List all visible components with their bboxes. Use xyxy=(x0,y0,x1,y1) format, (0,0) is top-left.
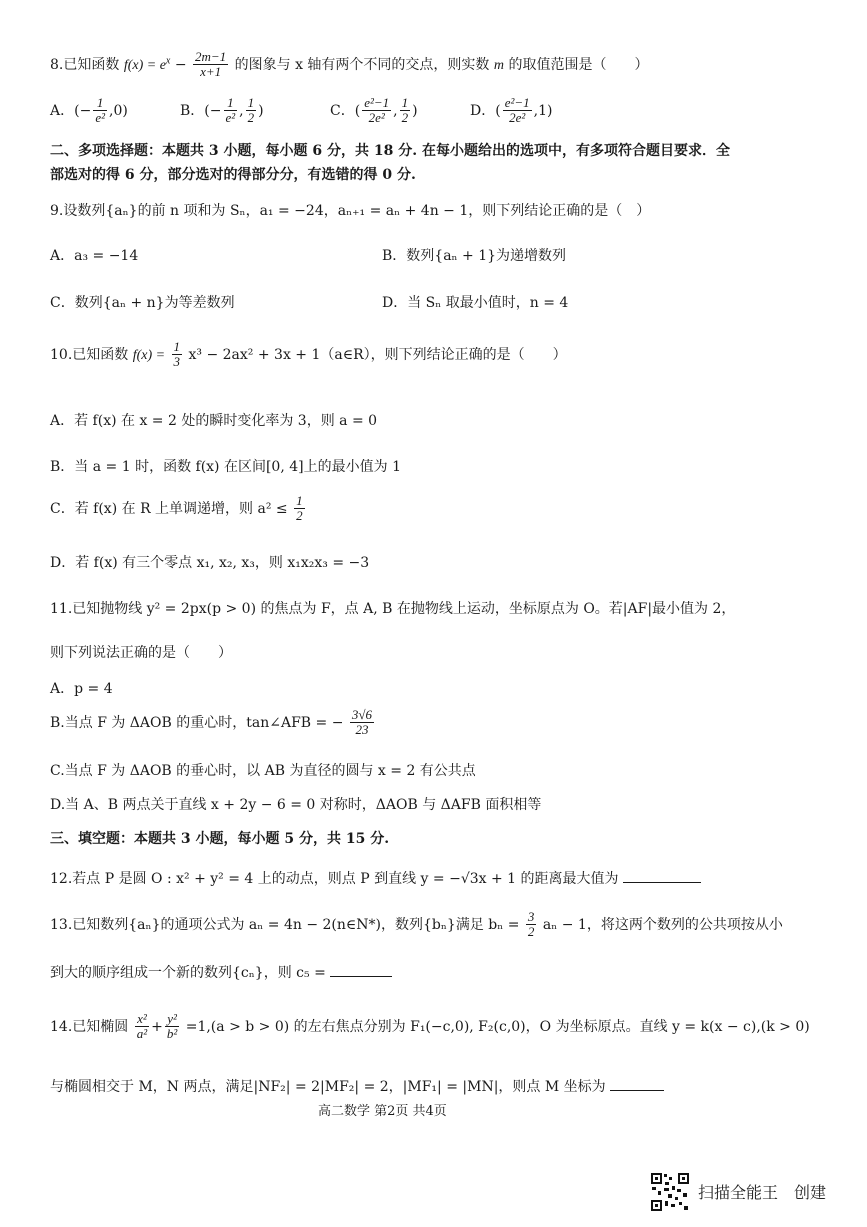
q8-var-m: m xyxy=(493,57,504,73)
q11-opt-b-pre: B.当点 F 为 ΔAOB 的重心时，tan∠AFB = − xyxy=(50,714,344,731)
q8-opt-c-num2: 1 xyxy=(401,95,409,110)
q8-opt-b-num2: 1 xyxy=(247,95,255,110)
q8-opt-c-post: ) xyxy=(412,102,418,119)
q8-opt-c-frac2 xyxy=(400,96,411,126)
q14-f2-num: y² xyxy=(165,1012,179,1027)
q9-option-c[interactable]: C．数列{aₙ + n}为等差数列 xyxy=(50,295,235,311)
section2-line2: 部选对的得 6 分，部分选对的得部分分，有选错的得 0 分. xyxy=(50,167,416,183)
q9-option-b[interactable]: B．数列{aₙ + 1}为递增数列 xyxy=(382,248,567,264)
section2-line1: 二、多项选择题：本题共 3 小题，每小题 6 分，共 18 分. 在每小题给出的选项中，有多项符合题目要求．全 xyxy=(50,143,730,159)
q10-opt-c-frac xyxy=(294,494,305,524)
q10-func-post: x³ − 2ax² + 3x + 1（a∈R），则下列结论正确的是（ ） xyxy=(188,346,567,363)
q8-frac-num: 2m−1 xyxy=(195,49,227,64)
q14-f1-num: x² xyxy=(135,1012,149,1027)
q8-opt-c-pre: ( xyxy=(354,102,361,119)
q8-frac-den: x+1 xyxy=(200,64,222,80)
q14-f1-den: a² xyxy=(136,1026,148,1042)
q13-stem-post: aₙ − 1，将这两个数列的公共项按从小 xyxy=(542,916,783,933)
q13-line2 xyxy=(50,962,392,982)
q8-opt-d-frac xyxy=(503,96,532,126)
q11-option-d[interactable]: D.当 A、B 两点关于直线 x + 2y − 6 = 0 对称时，ΔAOB 与 ΔAFB 面积相等 xyxy=(50,797,542,813)
q8-option-a[interactable] xyxy=(50,96,128,126)
q8-option-d[interactable] xyxy=(470,96,552,126)
q10-fraction xyxy=(172,340,183,370)
q8-opt-b-frac1 xyxy=(224,96,238,126)
q10-frac-num: 1 xyxy=(173,339,181,354)
q10-option-d[interactable]: D．若 f(x) 有三个零点 x₁, x₂, x₃，则 x₁x₂x₃ = −3 xyxy=(50,555,370,571)
q12-answer-blank[interactable] xyxy=(623,868,701,883)
q11-stem-1: 11.已知抛物线 y² = 2px(p > 0) 的焦点为 F，点 A, B 在抛物线上运动，坐标原点为 O。若|AF|最小值为 2， xyxy=(50,601,736,617)
q8-option-b[interactable] xyxy=(180,96,264,126)
q9-option-d[interactable]: D．当 Sₙ 取最小值时，n = 4 xyxy=(382,295,569,311)
q14-stem xyxy=(50,1012,810,1042)
q12-stem-text: 12.若点 P 是圆 O : x² + y² = 4 上的动点，则点 P 到直线 y = −√3x + 1 的距离最大值为 xyxy=(50,871,619,887)
q8-func-text: f(x) = e xyxy=(123,57,166,73)
q10-opt-c-pre: C．若 f(x) 在 R 上单调递增，则 a² ≤ xyxy=(50,500,288,517)
q10-frac-den: 3 xyxy=(173,354,181,370)
q8-opt-b-label: B． xyxy=(180,102,205,119)
q14-plus: + xyxy=(151,1018,163,1035)
q10-opt-c-den: 2 xyxy=(296,508,303,524)
q13-stem-pre: 13.已知数列{aₙ}的通项公式为 aₙ = 4n − 2(n∈N*)，数列{bₙ}满足 bₙ = xyxy=(50,916,520,933)
q13-frac-den: 2 xyxy=(527,924,535,940)
q8-opt-b-mid: , xyxy=(239,102,244,119)
q8-opt-a-num: 1 xyxy=(93,96,107,111)
q8-opt-a-pre: (− xyxy=(74,102,92,119)
q11-opt-b-den: 23 xyxy=(355,722,369,738)
q8-opt-c-num: e²−1 xyxy=(364,95,390,110)
q13-frac-num: 3 xyxy=(527,909,535,924)
section3-header: 三、填空题：本题共 3 小题，每小题 5 分，共 15 分. xyxy=(50,831,390,847)
q9-option-a[interactable]: A．a₃ = −14 xyxy=(50,248,139,264)
q14-line2-text: 与椭圆相交于 M，N 两点，满足|NF₂| = 2|MF₂| = 2，|MF₁| = |MN|，则点 M 坐标为 xyxy=(50,1079,606,1095)
q10-option-c[interactable] xyxy=(50,494,307,524)
q11-option-c[interactable]: C.当点 F 为 ΔAOB 的垂心时，以 AB 为直径的圆与 x = 2 有公共点 xyxy=(50,763,476,779)
q14-stem-post: =1,(a > b > 0) 的左右焦点分别为 F₁(−c,0), F₂(c,0)，O 为坐标原点。直线 y = k(x − c),(k > 0) xyxy=(185,1018,810,1035)
q8-opt-d-pre: ( xyxy=(495,102,501,119)
q8-opt-a-frac xyxy=(93,96,107,126)
q11-option-b[interactable] xyxy=(50,708,376,738)
q11-opt-b-num: 3√6 xyxy=(351,707,373,722)
q8-opt-d-den: 2e² xyxy=(509,110,526,126)
q8-opt-d-label: D． xyxy=(470,102,496,119)
q14-f2-den: b² xyxy=(166,1026,178,1042)
q8-func xyxy=(123,55,171,73)
q10-stem-a: 10.已知函数 xyxy=(50,346,129,363)
q8-opt-c-mid: , xyxy=(393,102,398,119)
qr-code-icon xyxy=(650,1172,690,1212)
q8-opt-a-den: e² xyxy=(95,110,105,126)
q8-opt-b-den: e² xyxy=(225,110,236,126)
q14-line2 xyxy=(50,1076,664,1096)
q8-opt-c-frac1 xyxy=(362,96,391,126)
q8-opt-c-den2: 2 xyxy=(401,110,409,126)
q11-option-a[interactable]: A．p = 4 xyxy=(50,681,113,697)
q8-opt-b-pre: (− xyxy=(204,102,222,119)
q8-opt-d-post: ,1) xyxy=(533,102,553,119)
q8-opt-c-label: C． xyxy=(330,102,355,119)
q8-opt-c-den: 2e² xyxy=(368,110,385,126)
q10-opt-c-num: 1 xyxy=(296,493,303,508)
q14-frac-y xyxy=(165,1012,179,1042)
q8-opt-d-num: e²−1 xyxy=(504,95,530,110)
q10-func-pre: f(x) = xyxy=(132,347,166,363)
q11-opt-b-frac xyxy=(350,708,374,738)
q12-stem xyxy=(50,868,701,888)
q10-option-a[interactable]: A．若 f(x) 在 x = 2 处的瞬时变化率为 3，则 a = 0 xyxy=(50,413,378,429)
q13-line2-text: 到大的顺序组成一个新的数列{cₙ}，则 c₅ = xyxy=(50,965,326,981)
q8-opt-b-post: ) xyxy=(258,102,264,119)
q13-fraction xyxy=(526,910,537,940)
q10-stem xyxy=(50,340,567,370)
q8-option-c[interactable] xyxy=(330,96,418,126)
q8-stem-b: 的图象与 x 轴有两个不同的交点，则实数 xyxy=(234,56,490,73)
q8-stem-text: 8.已知函数 xyxy=(50,56,120,73)
q8-minus: − xyxy=(174,56,187,73)
q10-option-b[interactable]: B．当 a = 1 时，函数 f(x) 在区间[0, 4]上的最小值为 1 xyxy=(50,459,401,475)
q14-answer-blank[interactable] xyxy=(610,1076,664,1091)
q8-opt-b-frac2 xyxy=(246,96,257,126)
q13-answer-blank[interactable] xyxy=(330,962,392,977)
q8-opt-a-label: A． xyxy=(50,102,75,119)
q8-stem xyxy=(50,50,648,80)
q11-stem-2: 则下列说法正确的是（ ） xyxy=(50,645,232,661)
q13-stem xyxy=(50,910,783,940)
q8-fraction xyxy=(193,50,228,80)
scanner-watermark: 扫描全能王 创建 xyxy=(698,1183,827,1202)
page-footer: 高二数学 第2页 共4页 xyxy=(318,1104,447,1119)
q14-frac-x xyxy=(135,1012,149,1042)
q9-stem: 9.设数列{aₙ}的前 n 项和为 Sₙ，a₁ = −24，aₙ₊₁ = aₙ + 4n − 1，则下列结论正确的是（ ） xyxy=(50,203,651,219)
q8-func-sup: x xyxy=(165,55,171,67)
q8-opt-a-post: ,0) xyxy=(109,102,128,119)
q14-stem-pre: 14.已知椭圆 xyxy=(50,1018,129,1035)
q8-stem-c: 的取值范围是（ ） xyxy=(508,56,649,73)
q8-opt-b-num: 1 xyxy=(224,96,238,111)
q8-opt-b-den2: 2 xyxy=(247,110,255,126)
